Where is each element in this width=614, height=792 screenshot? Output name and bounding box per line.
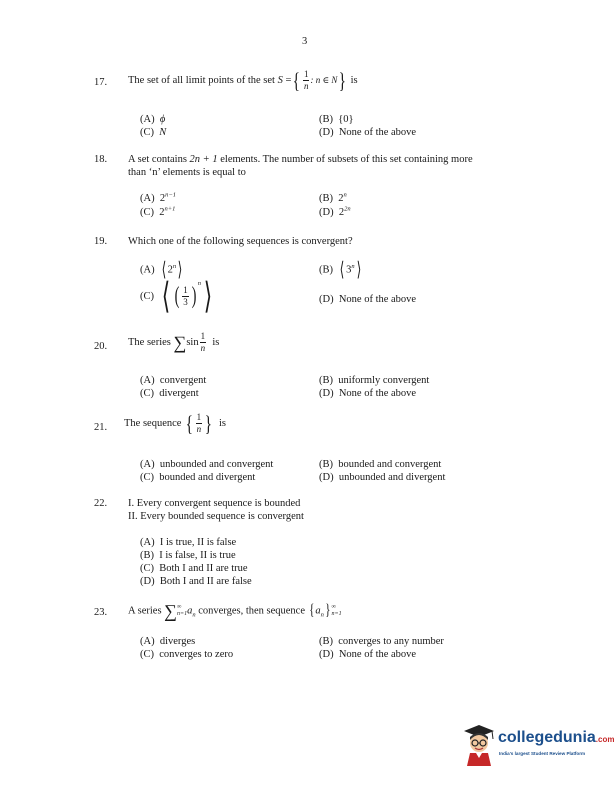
option-d: (D) None of the above <box>319 388 417 399</box>
question-number: 17. <box>94 77 108 88</box>
option-d: (D) None of the above <box>319 649 417 660</box>
option-d: (D) unbounded and divergent <box>319 472 446 483</box>
sigma-symbol: ∑ <box>173 332 187 353</box>
option-b: (B) 2$^n$ <box>319 191 347 204</box>
option-c: (C) converges to zero <box>140 649 234 660</box>
sigma-symbol: ∑ <box>164 601 178 621</box>
brand-tagline: India's largest Student Review Platform <box>499 751 586 756</box>
option-c: (C) N <box>140 127 167 138</box>
left-brace: { <box>292 67 301 93</box>
option-c: (C) Both I and II are true <box>140 563 248 574</box>
option-b: (B) I is false, II is true <box>140 550 236 561</box>
page-number: 3 <box>302 36 308 47</box>
option-c: (C) bounded and divergent <box>140 472 256 483</box>
statement-2: II. Every bounded sequence is convergent <box>128 511 304 522</box>
question-stem: A series ∑ ∞ n=1 $a_n$ converges, then sequence $\{a_n\}$ ∞ n=1 <box>128 601 342 621</box>
option-c: (C) $2^{n+1}$ <box>140 205 176 218</box>
right-brace: } <box>338 67 347 93</box>
option-b: (B) converges to any number <box>319 636 444 647</box>
statement-1: I. Every convergent sequence is bounded <box>128 498 301 509</box>
option-a: (A) ϕ <box>140 114 166 125</box>
question-stem: The series ∑sin $\frac{1}{n}$ is <box>128 331 220 353</box>
option-a: (A) convergent <box>140 375 207 386</box>
question-stem-line-2: than ‘n’ elements is equal to <box>128 167 246 178</box>
question-number: 19. <box>94 236 108 247</box>
option-a: (A) ⟨ 2$^n$⟩ <box>140 259 183 281</box>
option-d: (D) Both I and II are false <box>140 576 252 587</box>
question-number: 18. <box>94 154 108 165</box>
option-b: (B) {0} <box>319 114 354 125</box>
brand-name: collegedunia.com <box>498 729 614 746</box>
option-a: (A) diverges <box>140 636 196 647</box>
fraction: $\frac{1}{n}$ <box>303 69 309 91</box>
question-number: 21. <box>94 422 108 433</box>
collegedunia-logo <box>462 722 614 772</box>
student-mascot-icon <box>462 722 496 766</box>
question-number: 22. <box>94 498 108 509</box>
option-b: (B) bounded and convergent <box>319 459 442 470</box>
option-d: (D) None of the above <box>319 294 417 305</box>
option-d: (D) $2^{2n}$ <box>319 205 351 218</box>
option-c: (C) divergent <box>140 388 199 399</box>
option-a: (A) I is true, II is false <box>140 537 237 548</box>
option-b: (B) uniformly convergent <box>319 375 430 386</box>
question-number: 20. <box>94 341 108 352</box>
question-stem-line-1: A set contains 2n + 1 elements. The number of subsets of this set containing more <box>128 154 473 165</box>
question-stem: Which one of the following sequences is convergent? <box>128 236 353 247</box>
question-stem: The set of all limit points of the set S ={ $\frac{1}{n}$ : n ∈ N} is <box>128 67 358 93</box>
option-b: (B) ⟨ 3$^n$⟩ <box>319 259 361 281</box>
option-c: (C) ⟨ ( $\frac{1}{3}$ ) $^n$⟩ <box>140 276 213 316</box>
question-number: 23. <box>94 607 108 618</box>
option-a: (A) $2^{n-1}$ <box>140 191 176 204</box>
option-d: (D) None of the above <box>319 127 417 138</box>
question-stem: The sequence { $\frac{1}{n}$ } is <box>124 410 226 436</box>
option-a: (A) unbounded and convergent <box>140 459 274 470</box>
